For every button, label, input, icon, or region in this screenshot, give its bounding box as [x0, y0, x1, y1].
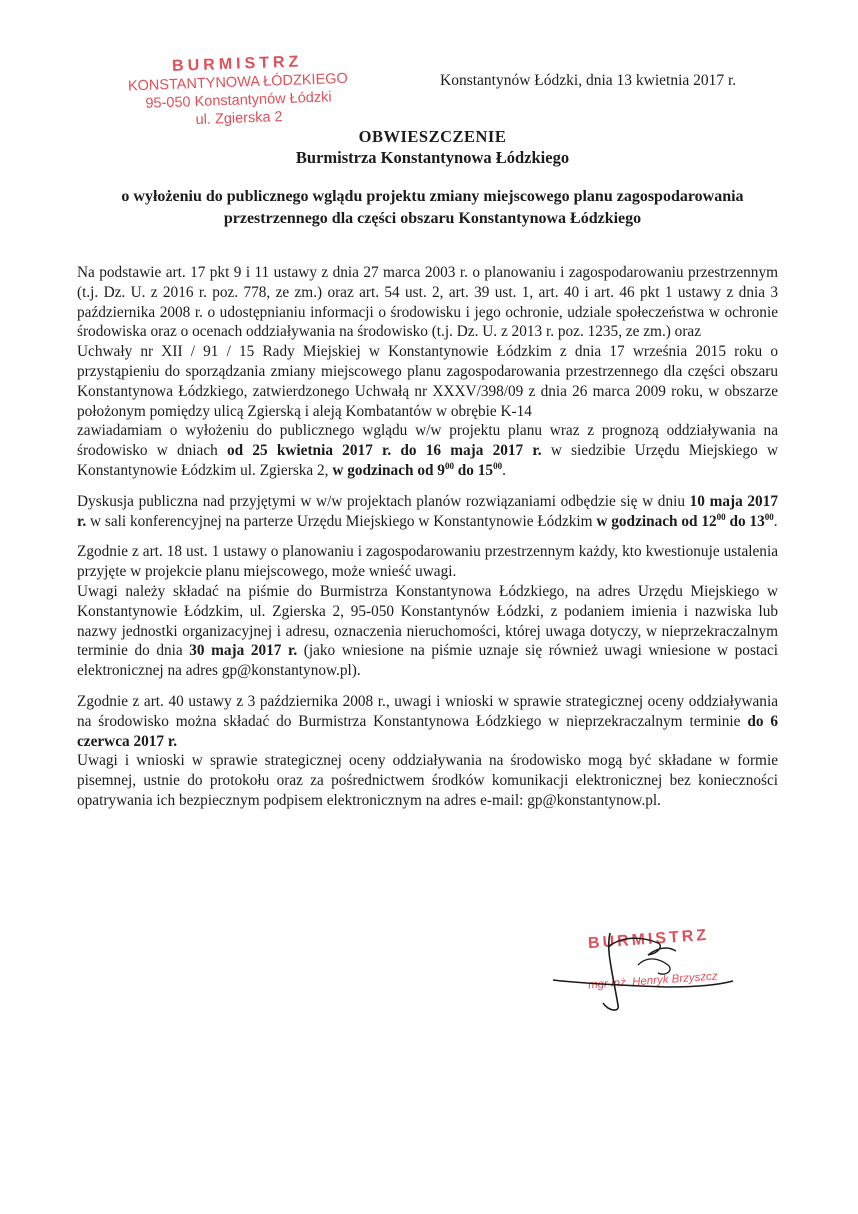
environment-deadline: do 6 czerwca 2017 r.	[77, 712, 778, 750]
paragraph-notice: zawiadamiam o wyłożeniu do publicznego wglądu w/w projektu planu wraz z prognozą oddziaływania na środowisko w dniach od 25 kwietnia 2017 r. do 16 maja 2017 r. w siedzibie Urzędu Miejskiego w Konstantynowie Łódzkim ul. Zgierska 2, w godzinach od $9^{00}$ do $15^{00}$.	[77, 422, 778, 479]
stamp-line-2: KONSTANTYNOWA ŁÓDZKIEGO	[127, 70, 349, 95]
document-subject: o wyłożeniu do publicznego wglądu projektu zmiany miejscowego planu zagospodarowania przestrzennego dla części obszaru Konstantynowa Łódzkiego	[121, 188, 744, 227]
paragraph-discussion: Dyskusja publiczna nad przyjętymi w w/w projektach planów rozwiązaniami odbędzie się w dniu 10 maja 2017 r. w sali konferencyjnej na parterze Urzędu Miejskiego w Konstantynowie Łódzkim w godzinach od $12^{00}$ do $13^{00}$.	[77, 492, 778, 530]
handwritten-signature	[548, 925, 748, 1015]
paragraph-legal-basis: Na podstawie art. 17 pkt 9 i 11 ustawy z dnia 27 marca 2003 r. o planowaniu i zagospodarowaniu przestrzennym (t.j. Dz. U. z 2016 r. poz. 778, ze zm.) oraz art. 54 ust. 2, art. 39 ust. 1, art. 40 i art. 46 pkt 1 ustawy z dnia 3 października 2008 r. o udostępnianiu informacji o środowisku i jego ochronie, udziale społeczeństwa w ochronie środowiska oraz o ocenach oddziaływania na środowisko (t.j. Dz. U. z 2013 r. poz. 1235, ze zm.) oraz	[77, 264, 778, 341]
document-date: Konstantynów Łódzki, dnia 13 kwietnia 2017 r.	[440, 72, 737, 89]
signature-stamp-name: mgr inż. Henryk Brzyszcz	[587, 970, 718, 992]
document-issuer: Burmistrza Konstantynowa Łódzkiego	[295, 148, 570, 167]
title-block	[70, 127, 795, 230]
paragraph-art-40: Zgodnie z art. 40 ustawy z 3 października 2008 r., uwagi i wnioski w sprawie strategicznej oceny oddziaływania na środowisko można składać do Burmistrza Konstantynowa Łódzkiego w nieprzekraczalnym terminie do 6 czerwca 2017 r.	[77, 692, 778, 750]
exhibition-hours: w godzinach od $9^{00}$ do $15^{00}$	[332, 460, 503, 479]
remarks-deadline: 30 maja 2017 r.	[189, 642, 298, 660]
document-title: OBWIESZCZENIE	[358, 127, 507, 146]
paragraph-art-18: Zgodnie z art. 18 ust. 1 ustawy o planowaniu i zagospodarowaniu przestrzennym każdy, kto kwestionuje ustalenia przyjęte w projekcie planu miejscowego, może wnieść uwagi.	[77, 543, 778, 581]
exhibition-dates: od 25 kwietnia 2017 r. do 16 maja 2017 r.	[227, 442, 542, 460]
paragraph-submission-methods: Uwagi i wnioski w sprawie strategicznej oceny oddziaływania na środowisko mogą być składane w formie pisemnej, ustnie do protokołu oraz za pośrednictwem środków komunikacji elektronicznej bez konieczności opatrywania ich bezpiecznym podpisem elektronicznym na adres e-mail: gp@konstantynow.pl.	[77, 752, 778, 809]
signature-stamp-title: BURMISTRZ	[587, 926, 710, 953]
stamp-line-3: 95-050 Konstantynów Łódzki	[145, 89, 332, 112]
stamp-line-4: ul. Zgierska 2	[195, 109, 283, 129]
discussion-hours: w godzinach od $12^{00}$ do $13^{00}$	[596, 511, 774, 530]
stamp-line-1: BURMISTRZ	[171, 53, 303, 75]
paragraph-resolution: Uchwały nr XII / 91 / 15 Rady Miejskiej w Konstantynowie Łódzkim z dnia 17 września 2015 roku o przystąpieniu do sporządzania zmiany miejscowego planu zagospodarowania przestrzennego dla części obszaru Konstantynowa Łódzkiego, zatwierdzonego Uchwałą nr XXXV/398/09 z dnia 26 marca 2009 roku, w obszarze położonym pomiędzy ulicą Zgierską i aleją Kombatantów w obrębie K-14	[77, 343, 778, 420]
office-stamp	[112, 51, 364, 132]
discussion-date: 10 maja 2017 r.	[77, 492, 778, 530]
document-body	[77, 263, 778, 811]
signature-block	[548, 925, 748, 1015]
paragraph-remarks-submission: Uwagi należy składać na piśmie do Burmistrza Konstantynowa Łódzkiego, na adres Urzędu Miejskiego w Konstantynowie Łódzkim, ul. Zgierska 2, 95-050 Konstantynów Łódzki, z podaniem imienia i nazwiska lub nazwy jednostki organizacyjnej i adresu, oznaczenia nieruchomości, której uwaga dotyczy, w nieprzekraczalnym terminie do dnia 30 maja 2017 r. (jako wniesione na piśmie uznaje się również uwagi wniesione w postaci elektronicznej na adres gp@konstantynow.pl).	[77, 582, 778, 680]
